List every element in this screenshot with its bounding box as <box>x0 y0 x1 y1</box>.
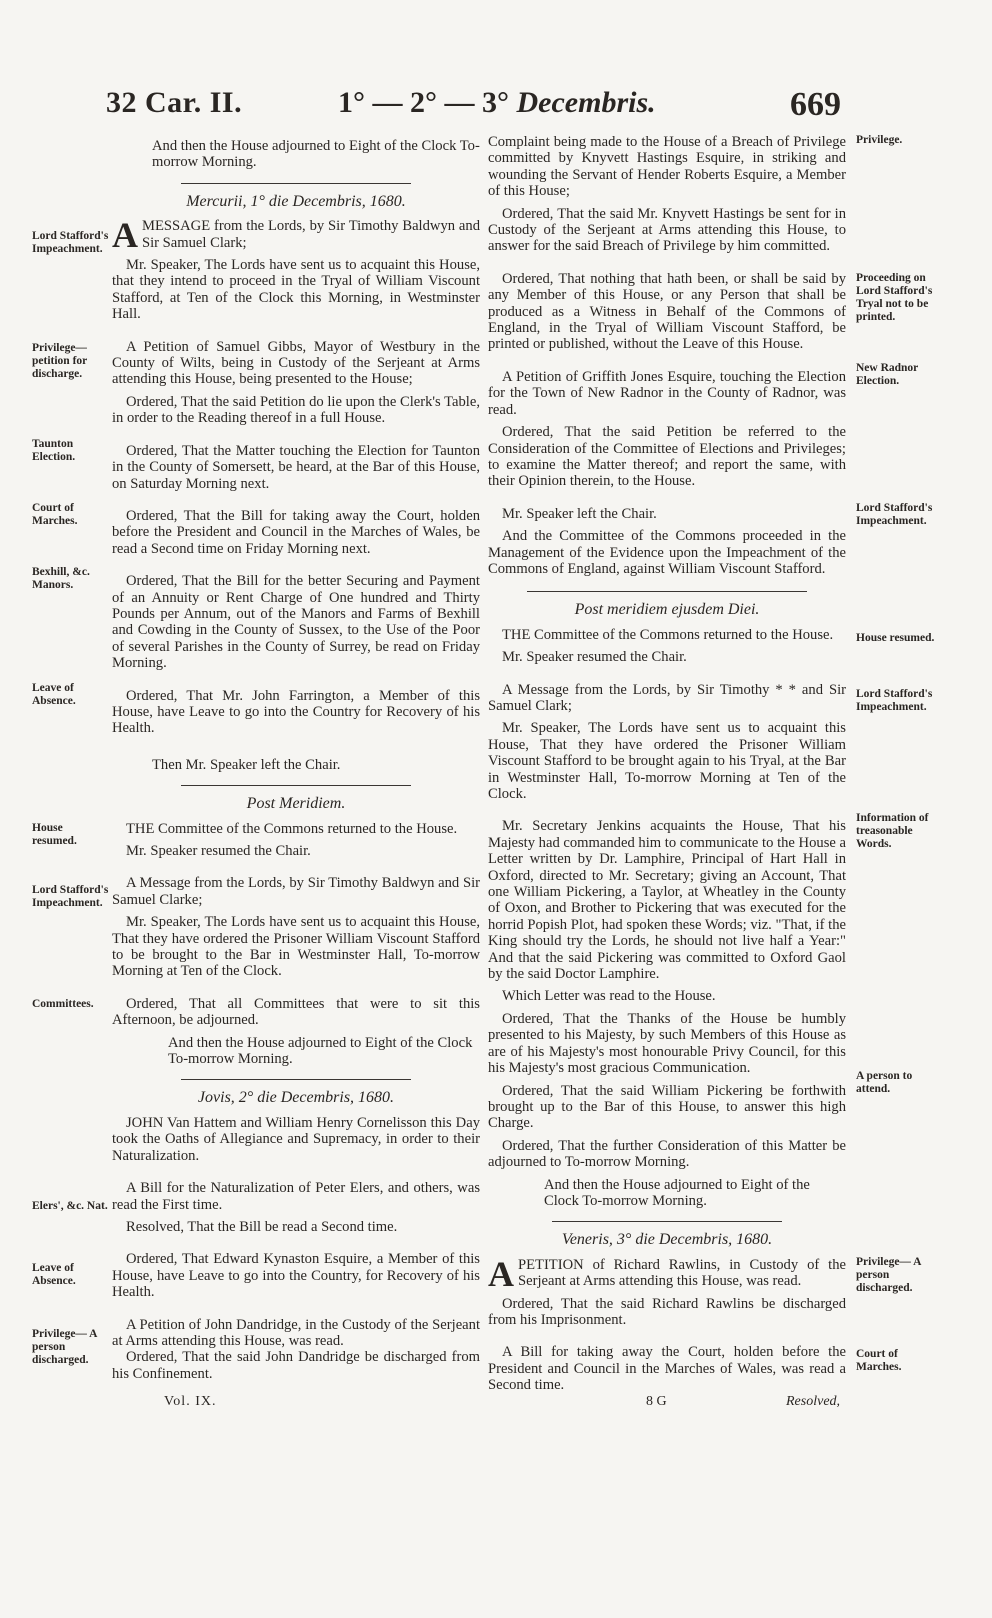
entry: A Petition of John Dandridge, in the Custody of the Serjeant at Arms attending this House, was read. <box>112 1316 480 1349</box>
entry: Ordered, That the Thanks of the House be humbly presented to his Majesty, by such Members of this House as are of his Majesty's most honourable Privy Council, for this his Majesty's most gracious Communication. <box>488 1010 846 1077</box>
margin-note: Lord Stafford's Impeachment. <box>856 502 933 527</box>
adjournment: And then the House adjourned to Eight of the Clock To-morrow Morning. <box>152 138 480 171</box>
entry: A Bill for taking away the Court, holden before the President and Council in the Marches of Wales, was read a Second time. <box>488 1344 846 1394</box>
signature-mark: 8 G <box>646 1394 667 1409</box>
entry: Ordered, That Edward Kynaston Esquire, a Member of this House, have Leave to go into the Country, for Recovery of his Health. <box>112 1251 480 1301</box>
entry: THE Committee of the Commons returned to the House. <box>502 626 834 643</box>
left-column <box>112 134 480 1382</box>
entry: Ordered, That the said Petition be referred to the Consideration of the Committee of Elections and Privileges; to examine the Matter thereof; and report the same, with their Opinion therein, to the House. <box>488 424 846 490</box>
running-head-month: Decembris. <box>516 86 656 119</box>
day-heading: Jovis, 2° die Decembris, 1680. <box>197 1089 395 1107</box>
section-rule <box>181 1079 411 1080</box>
running-head-day-numbers: 1° — 2° — 3° <box>338 86 509 119</box>
entry: Ordered, That the Matter touching the Election for Taunton in the County of Somersett, be heard, at the Bar of this House, on Saturday Morning next. <box>112 442 480 492</box>
entry: And the Committee of the Commons proceeded in the Management of the Evidence upon the Impeachment of the Commons of England, against William Viscount Stafford. <box>488 528 846 577</box>
entry: Complaint being made to the House of a Breach of Privilege committed by Knyvett Hastings Esquire, in striking and wounding the Servant of Hender Roberts Esquire, a Member of this House; <box>488 134 846 200</box>
volume-label: Vol. IX. <box>164 1394 217 1409</box>
day-heading: Mercurii, 1° die Decembris, 1680. <box>186 192 406 210</box>
margin-note: Bexhill, &c. Manors. <box>32 566 90 591</box>
margin-note: New Radnor Election. <box>856 362 919 387</box>
running-head-reign: 32 Car. II. <box>106 86 243 119</box>
entry: Mr. Speaker, The Lords have sent us to acquaint this House, That they have ordered the Prisoner William Viscount Stafford to be brought again to his Tryal, at the Bar in Westminster Hall, To-morrow Morning at Ten of the Clock. <box>488 720 846 802</box>
entry: Ordered, That the said Petition do lie upon the Clerk's Table, in order to the Reading thereof in a full House. <box>112 393 480 427</box>
margin-note: Leave of Absence. <box>32 1262 76 1287</box>
entry: Ordered, That all Committees that were to sit this Afternoon, be adjourned. <box>112 995 480 1029</box>
entry: A Message from the Lords, by Sir Timothy * * and Sir Samuel Clark; <box>488 681 846 714</box>
margin-note: House resumed. <box>32 822 77 847</box>
margin-note: Lord Stafford's Impeachment. <box>32 884 109 909</box>
entry: Ordered, That the further Consideration of this Matter be adjourned to To-morrow Morning. <box>488 1137 846 1171</box>
entry: Mr. Speaker resumed the Chair. <box>502 649 687 666</box>
margin-note: Proceeding on Lord Stafford's Tryal not to be printed. <box>856 272 933 323</box>
margin-note: Privilege— A person discharged. <box>32 1328 97 1366</box>
entry: A Message from the Lords, by Sir Timothy Baldwyn and Sir Samuel Clarke; <box>112 875 480 908</box>
entry: Mr. Speaker left the Chair. <box>502 505 657 522</box>
margin-note: Lord Stafford's Impeachment. <box>32 230 109 255</box>
session-heading: Post meridiem ejusdem Diei. <box>574 601 760 619</box>
margin-note: Privilege. <box>856 134 903 146</box>
entry: Ordered, That the said William Pickering be forthwith brought up to the Bar of this House, to answer this high Charge. <box>488 1082 846 1132</box>
entry: Which Letter was read to the House. <box>502 988 716 1005</box>
speaker-left-chair: Then Mr. Speaker left the Chair. <box>152 756 341 773</box>
entry: JOHN Van Hattem and William Henry Cornelisson this Day took the Oaths of Allegiance and Supremacy, in order to their Naturalization. <box>112 1114 480 1164</box>
entry: Resolved, That the Bill be read a Second time. <box>126 1218 398 1235</box>
day-heading: Veneris, 3° die Decembris, 1680. <box>561 1231 773 1249</box>
margin-note: Privilege— petition for discharge. <box>32 342 88 380</box>
entry: Mr. Speaker, The Lords have sent us to acquaint this House, That they have ordered the Prisoner William Viscount Stafford to be brought to the Bar in Westminster Hall, To-morrow Morning at Ten of the Clock. <box>112 914 480 980</box>
margin-note: Privilege— A person discharged. <box>856 1256 921 1294</box>
margin-note: Information of treasonable Words. <box>856 812 929 850</box>
catchword: Resolved, <box>786 1394 841 1409</box>
margin-note: Court of Marches. <box>32 502 78 527</box>
entry: THE Committee of the Commons returned to the House. <box>126 820 458 837</box>
entry: Mr. Speaker, The Lords have sent us to acquaint this House, that they intend to proceed in the Tryal of William Viscount Stafford, at Ten of the Clock this Morning, in Westminster Hall. <box>112 257 480 323</box>
section-rule <box>527 591 807 592</box>
section-rule <box>181 785 411 786</box>
entry: Ordered, That Mr. John Farrington, a Member of this House, have Leave to go into the Country for Recovery of his Health. <box>112 687 480 737</box>
margin-note: Taunton Election. <box>32 438 76 463</box>
entry: Ordered, That the said Mr. Knyvett Hastings be sent for in Custody of the Serjeant at Arms attending this House, to answer for the said Breach of Privilege by him committed. <box>488 205 846 255</box>
entry: A Petition of Samuel Gibbs, Mayor of Westbury in the County of Wilts, being in Custody of the Serjeant at Arms attending this House, being presented to the House; <box>112 338 480 388</box>
section-rule <box>181 183 411 184</box>
adjournment: And then the House adjourned to Eight of the Clock To-morrow Morning. <box>544 1176 810 1209</box>
entry: APETITION of Richard Rawlins, in Custody of the Serjeant at Arms attending this House, was read. <box>488 1253 846 1294</box>
session-heading: Post Meridiem. <box>246 795 346 813</box>
entry: AMESSAGE from the Lords, by Sir Timothy Baldwyn and Sir Samuel Clark; <box>112 215 480 256</box>
entry: Ordered, That the said John Dandridge be discharged from his Confinement. <box>112 1349 480 1382</box>
entry: Ordered, That the said Richard Rawlins be discharged from his Imprisonment. <box>488 1295 846 1328</box>
adjournment: And then the House adjourned to Eight of the Clock To-morrow Morning. <box>168 1034 473 1068</box>
margin-note: House resumed. <box>856 632 935 644</box>
section-rule <box>552 1221 782 1222</box>
entry: Ordered, That the Bill for the better Securing and Payment of an Annuity or Rent Charge of One hundred and Thirty Pounds per Annum, out of the Manors and Farms of Bexhill and Cowding in the County of Sussex, to the Use of the Poor of several Parishes in the County of Surrey, be read on Friday Morning. <box>112 573 480 672</box>
page-number: 669 <box>790 86 841 123</box>
margin-note: Court of Marches. <box>856 1348 902 1373</box>
margin-note: Committees. <box>32 998 94 1010</box>
margin-note: A person to attend. <box>856 1070 913 1095</box>
entry: A Bill for the Naturalization of Peter Elers, and others, was read the First time. <box>112 1180 480 1213</box>
margin-note: Lord Stafford's Impeachment. <box>856 688 933 713</box>
entry: A Petition of Griffith Jones Esquire, touching the Election for the Town of New Radnor in the County of Radnor, was read. <box>488 368 846 418</box>
running-head-dates <box>338 86 656 120</box>
drop-cap: A <box>488 1253 514 1294</box>
margin-note: Elers', &c. Nat. <box>32 1200 108 1212</box>
drop-cap: A <box>112 215 138 256</box>
entry: Mr. Speaker resumed the Chair. <box>126 843 311 859</box>
margin-note: Leave of Absence. <box>32 682 76 707</box>
entry: Ordered, That nothing that hath been, or shall be said by any Member of this House, or any Person that shall be produced as a Witness in Behalf of the Commons of England, in the Tryal of William Viscount Stafford, be printed or published, without the Leave of this House. <box>488 270 846 353</box>
entry: Mr. Secretary Jenkins acquaints the House, That his Majesty had commanded him to communicate to the House a Letter written by Dr. Lamphire, Principal of Hart Hall in Oxford, directed to Mr. Secretary; giving an Account, That one William Pickering, a Taylor, at Wheatley in the County of Oxon, and Brother to Pickering that was executed for the horrid Popish Plot, had spoken these Words; viz. "That, if the King should try the Lords, he should not live half a Year:" And that the said Pickering was committed to Oxford Gaol by the said Doctor Lamphire. <box>488 818 846 983</box>
right-column <box>488 134 846 1394</box>
entry: Ordered, That the Bill for taking away the Court, holden before the President and Council in the Marches of Wales, be read a Second time on Friday Morning next. <box>112 507 480 557</box>
